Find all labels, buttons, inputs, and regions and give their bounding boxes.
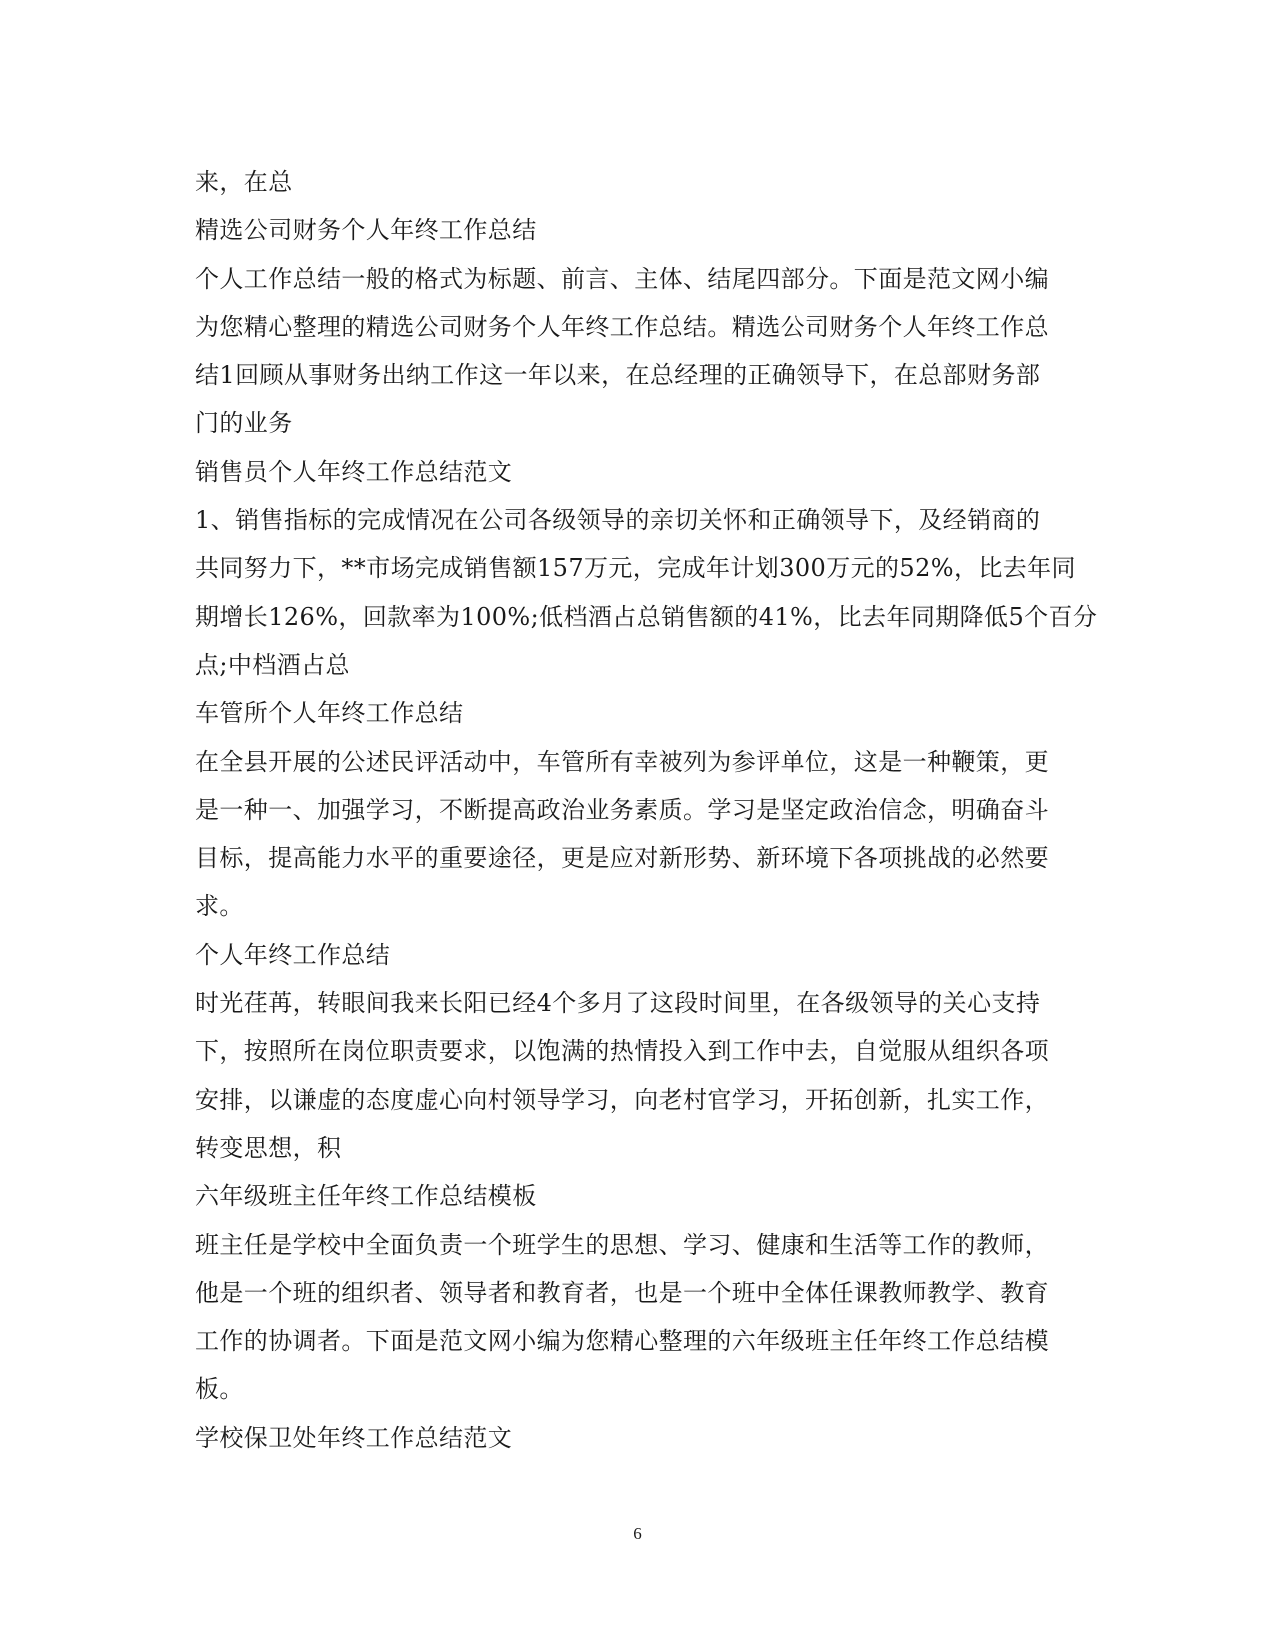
text-line: 个人工作总结一般的格式为标题、前言、主体、结尾四部分。下面是范文网小编	[195, 264, 1049, 293]
text-line: 来，在总	[195, 168, 293, 196]
text-line: 班主任是学校中全面负责一个班学生的思想、学习、健康和生活等工作的教师，	[195, 1230, 1049, 1259]
text-line: 工作的协调者。下面是范文网小编为您精心整理的六年级班主任年终工作总结模	[195, 1327, 1049, 1356]
section-heading: 销售员个人年终工作总结范文	[195, 457, 513, 486]
text-line: 求。	[195, 892, 244, 921]
section-heading: 个人年终工作总结	[195, 940, 391, 969]
section-heading: 精选公司财务个人年终工作总结	[195, 216, 537, 245]
text-line: 门的业务	[195, 409, 293, 438]
text-line: 他是一个班的组织者、领导者和教育者，也是一个班中全体任课教师教学、教育	[195, 1278, 1049, 1307]
text-line: 安排，以谦虚的态度虚心向村领导学习，向老村官学习，开拓创新，扎实工作，	[195, 1085, 1049, 1114]
text-line: 板。	[195, 1375, 244, 1404]
text-line: 时光荏苒，转眼间我来长阳已经4个多月了这段时间里，在各级领导的关心支持	[195, 989, 1041, 1018]
text-line: 期增长126%，回款率为100%;低档酒占总销售额的41%，比去年同期降低5个百分	[195, 602, 1098, 631]
document-body	[195, 158, 1098, 1462]
text-line: 是一种一、加强学习，不断提高政治业务素质。学习是坚定政治信念，明确奋斗	[195, 795, 1049, 824]
text-line: 点;中档酒占总	[195, 650, 350, 679]
section-heading: 车管所个人年终工作总结	[195, 699, 464, 728]
text-line: 在全县开展的公述民评活动中，车管所有幸被列为参评单位，这是一种鞭策，更	[195, 747, 1049, 776]
text-line: 下，按照所在岗位职责要求，以饱满的热情投入到工作中去，自觉服从组织各项	[195, 1037, 1049, 1066]
text-line: 转变思想，积	[195, 1133, 342, 1162]
page-number: 6	[633, 1524, 642, 1543]
text-line: 为您精心整理的精选公司财务个人年终工作总结。精选公司财务个人年终工作总	[195, 312, 1049, 341]
text-line: 结1回顾从事财务出纳工作这一年以来，在总经理的正确领导下，在总部财务部	[195, 361, 1041, 390]
section-heading: 学校保卫处年终工作总结范文	[195, 1423, 513, 1452]
text-line: 1、销售指标的完成情况在公司各级领导的亲切关怀和正确领导下，及经销商的	[195, 506, 1041, 535]
section-heading: 六年级班主任年终工作总结模板	[195, 1182, 537, 1211]
text-line: 目标，提高能力水平的重要途径，更是应对新形势、新环境下各项挑战的必然要	[195, 844, 1049, 873]
text-line: 共同努力下，**市场完成销售额157万元，完成年计划300万元的52%，比去年同	[195, 554, 1076, 583]
